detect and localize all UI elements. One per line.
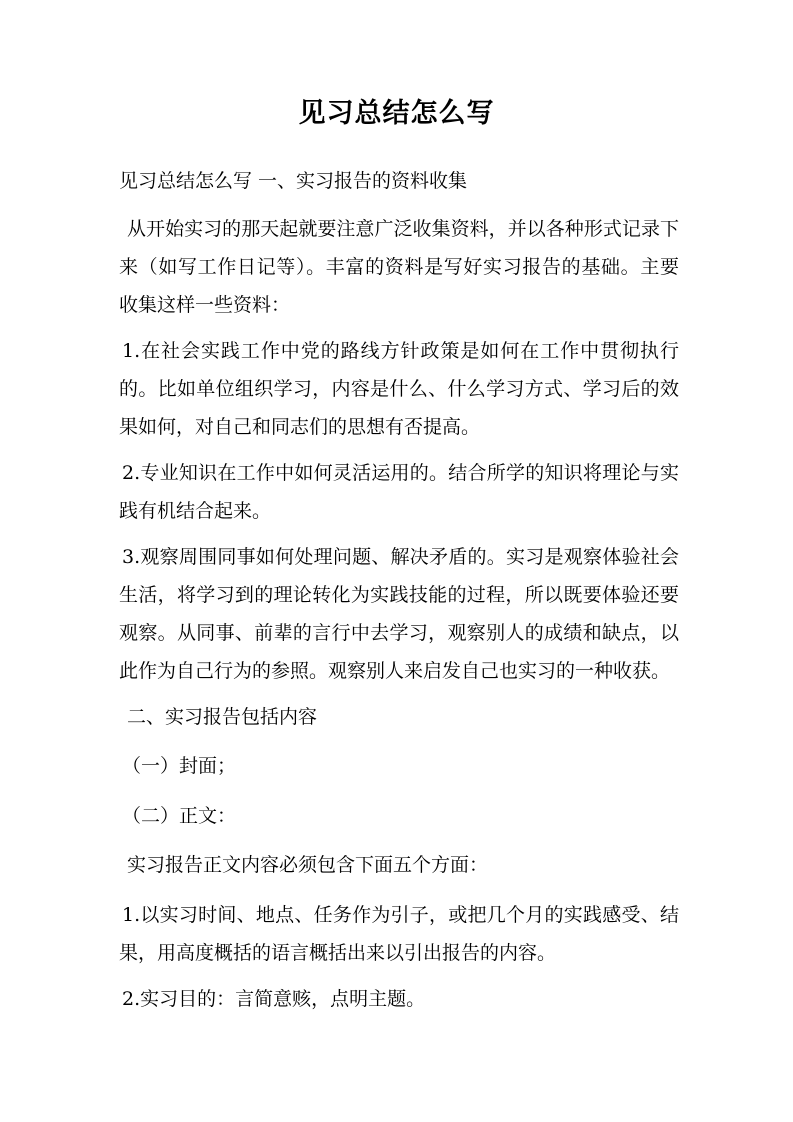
document-title: 见习总结怎么写 [298,98,495,129]
body-item: （二）正文： [122,805,237,827]
list-item-1: 1.在社会实践工作中党的路线方针政策是如何在工作中贯彻执行的。比如单位组织学习，内容是什么、什么学习方式、学习后的效果如何，对自己和同志们的思想有否提高。 [119,340,679,438]
body-list-item-2: 2.实习目的：言简意赅，点明主题。 [122,988,426,1010]
subtitle-paragraph: 见习总结怎么写 一、实习报告的资料收集 [119,170,468,192]
intro-paragraph: 从开始实习的那天起就要注意广泛收集资料，并以各种形式记录下来（如写工作日记等）。丰富的资料是写好实习报告的基础。主要收集这样一些资料： [119,218,679,316]
body-list-item-1: 1.以实习时间、地点、任务作为引子，或把几个月的实践感受、结果，用高度概括的语言概括出来以引出报告的内容。 [119,904,679,964]
list-item-3: 3.观察周围同事如何处理问题、解决矛盾的。实习是观察体验社会生活，将学习到的理论转化为实践技能的过程，所以既要体验还要观察。从同事、前辈的言行中去学习，观察别人的成绩和缺点，以此作为自己行为的参照。观察别人来启发自己也实习的一种收获。 [119,546,679,682]
list-item-2: 2.专业知识在工作中如何灵活运用的。结合所学的知识将理论与实践有机结合起来。 [119,462,679,522]
body-intro-paragraph: 实习报告正文内容必须包含下面五个方面： [127,854,489,876]
cover-item: （一）封面； [122,755,237,777]
section-heading-2: 二、实习报告包括内容 [127,706,318,728]
